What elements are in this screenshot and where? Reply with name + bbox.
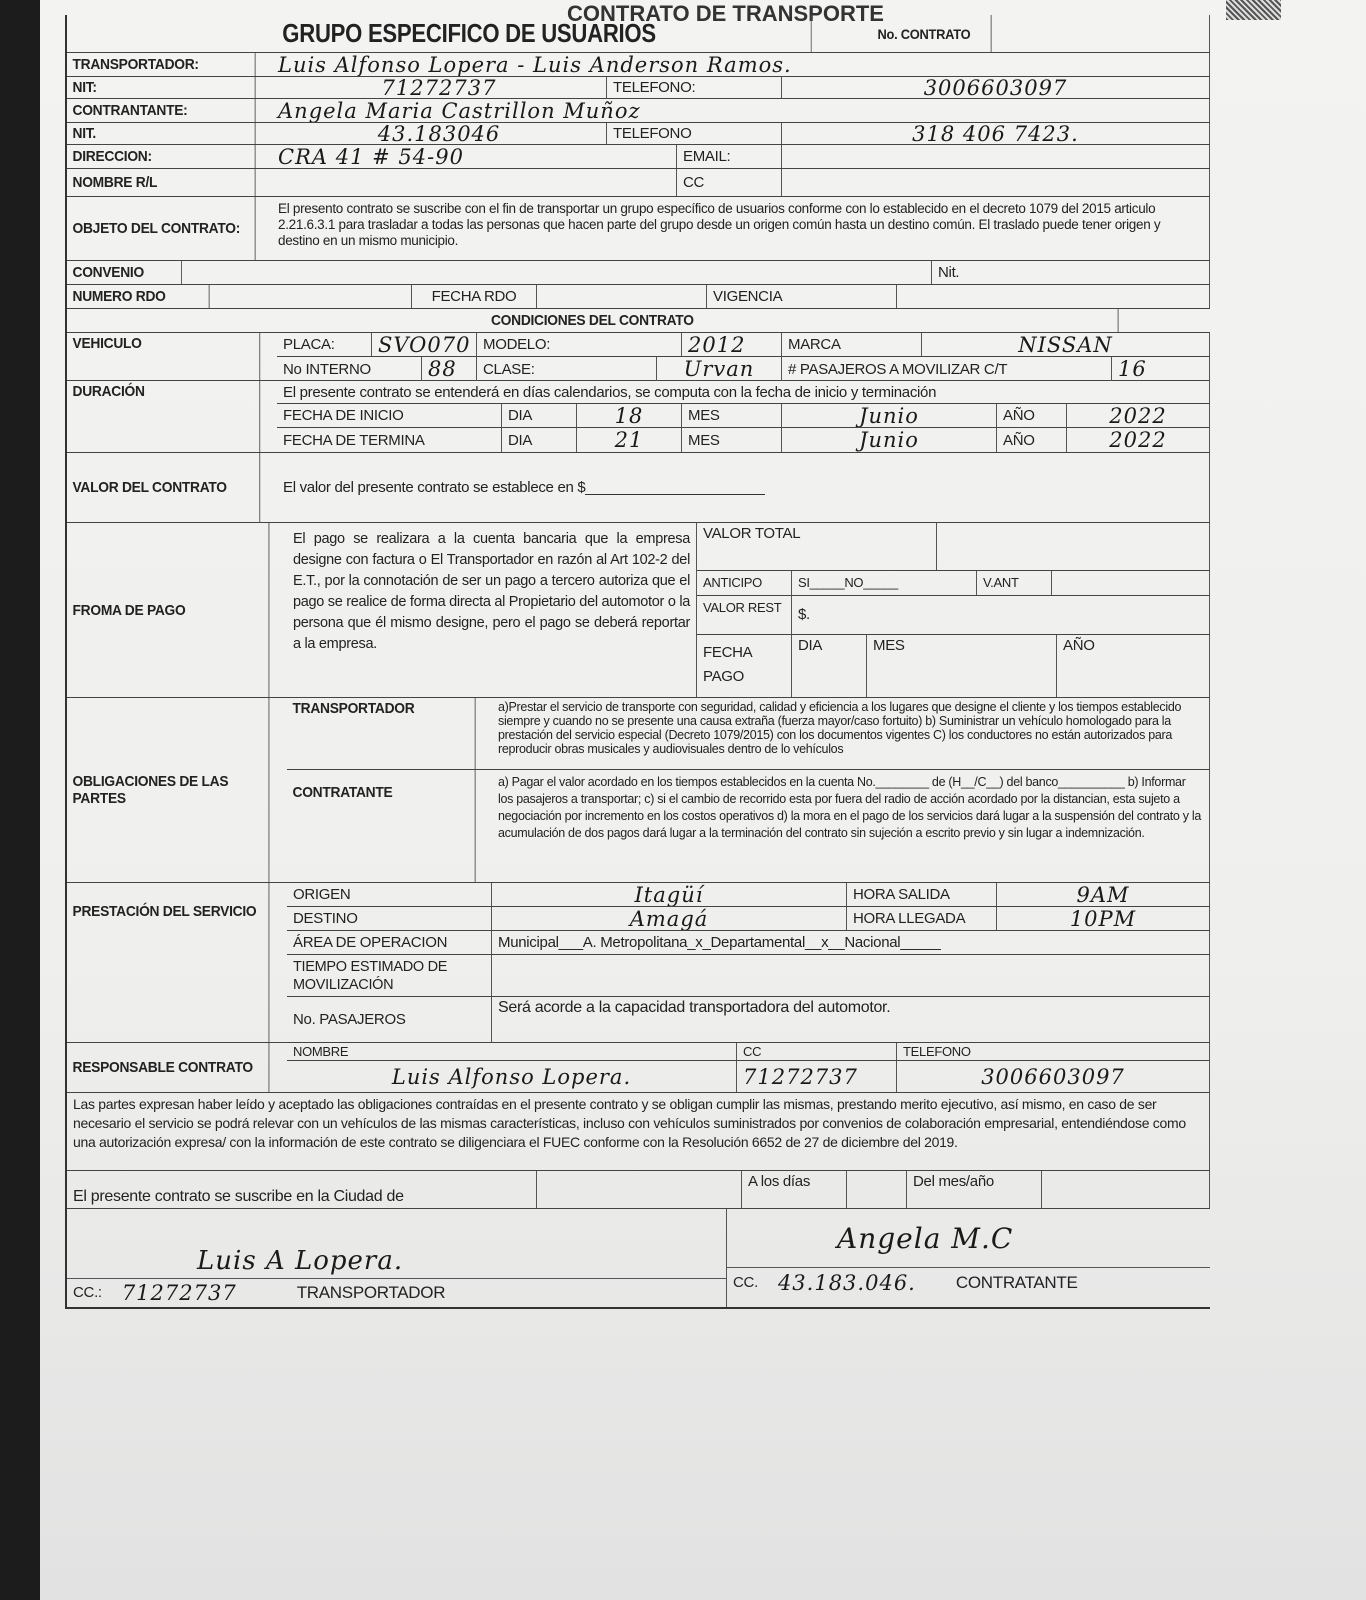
valor-text: El valor del presente contrato se establece en $: [283, 479, 586, 496]
area-field[interactable]: Municipal___A. Metropolitana_x_Departamental__x__Nacional_____: [492, 931, 1210, 954]
hora-salida-label: HORA SALIDA: [847, 883, 997, 906]
telefono2-label: TELEFONO: [607, 123, 782, 144]
email-field[interactable]: [782, 145, 1210, 168]
hora-llegada-label: HORA LLEGADA: [847, 907, 997, 930]
pasajeros-field[interactable]: 16: [1112, 357, 1210, 381]
obligaciones-label: OBLIGACIONES DE LAS PARTES: [67, 698, 269, 882]
forma-pago-label: FROMA DE PAGO: [67, 523, 269, 697]
ciudad-field[interactable]: [537, 1171, 742, 1208]
transportador-cc-field[interactable]: 71272737: [121, 1280, 237, 1305]
nombre-rl-field[interactable]: [272, 169, 677, 196]
duracion-text: El presente contrato se entenderá en días calendarios, se computa con la fecha de inicio y terminación: [277, 381, 1210, 403]
contratante-cc-label: CC.: [733, 1274, 758, 1291]
telefono-field[interactable]: 3006603097: [782, 77, 1210, 98]
obligaciones-contratante-text: a) Pagar el valor acordado en los tiempos establecidos en la cuenta No.________ de (H__/C__) del banco__________ b) Informar los pasajeros a transportar; c) si el cambio de recorrido esta por fuera del radio de acción acordado por la distancian, esta sujeto a negociación por incremento en los costos operativos d) la mora en el pago de los servicios dará lugar a la suspensión del contrato y la acumulación de dos pagos dará lugar a la terminación del contrato sin sujeción a escrito previo y sin lugar a indemnización.: [492, 770, 1210, 882]
responsable-label: RESPONSABLE CONTRATO: [67, 1043, 269, 1092]
valor-total-field[interactable]: [937, 523, 1210, 570]
duracion-label: DURACIÓN: [67, 381, 260, 452]
marca-label: MARCA: [782, 333, 922, 356]
modelo-field[interactable]: 2012: [682, 333, 782, 356]
inicio-ano-label: AÑO: [997, 404, 1067, 427]
vigencia-field[interactable]: [897, 285, 1210, 308]
valor-label: VALOR DEL CONTRATO: [67, 453, 260, 522]
transportador-signature: Luis A Lopera.: [197, 1245, 404, 1276]
inicio-label: FECHA DE INICIO: [277, 404, 502, 427]
contratante-field[interactable]: Angela Maria Castrillon Muñoz: [272, 99, 1210, 122]
inicio-ano-field[interactable]: 2022: [1067, 404, 1210, 427]
contract-form: [65, 1, 1210, 1309]
nit-label: NIT:: [67, 77, 256, 98]
pasajeros-label: # PASAJEROS A MOVILIZAR C/T: [782, 357, 1112, 381]
email-label: EMAIL:: [677, 145, 782, 168]
modelo-label: MODELO:: [477, 333, 682, 356]
nit2-label: NIT.: [67, 123, 256, 144]
fin-mes-field[interactable]: Junio: [782, 428, 997, 452]
inicio-mes-label: MES: [682, 404, 782, 427]
a-los-dias-field[interactable]: [847, 1171, 907, 1208]
telefono2-field[interactable]: 318 406 7423.: [782, 123, 1210, 144]
tiempo-field[interactable]: [492, 955, 1210, 996]
fin-dia-field[interactable]: 21: [577, 428, 682, 452]
a-los-dias-label: A los días: [742, 1171, 847, 1208]
destino-field[interactable]: Amagá: [492, 907, 847, 930]
inicio-dia-field[interactable]: 18: [577, 404, 682, 427]
marca-field[interactable]: NISSAN: [922, 333, 1210, 356]
v-ant-label: V.ANT: [977, 571, 1052, 595]
contratante-cc-field[interactable]: 43.183.046.: [777, 1270, 916, 1295]
transportador-sign-label: TRANSPORTADOR: [296, 1282, 446, 1302]
contratante-label: CONTRANTANTE:: [67, 99, 256, 122]
tiempo-label: TIEMPO ESTIMADO DE MOVILIZACIÓN: [287, 955, 492, 996]
responsable-nombre-label: NOMBRE: [287, 1043, 737, 1060]
anticipo-si-no[interactable]: SI_____NO_____: [792, 571, 977, 595]
ciudad-label: El presente contrato se suscribe en la Ciudad de: [67, 1171, 537, 1208]
fecha-rdo-label: FECHA RDO: [412, 285, 537, 308]
numero-rdo-field[interactable]: [222, 285, 412, 308]
responsable-cc-label: CC: [737, 1043, 897, 1060]
nit2-field[interactable]: 43.183046: [272, 123, 607, 144]
inicio-mes-field[interactable]: Junio: [782, 404, 997, 427]
transportador-cc-label: CC.:: [73, 1284, 102, 1302]
convenio-label: CONVENIO: [67, 261, 182, 284]
hora-salida-field[interactable]: 9AM: [997, 883, 1210, 906]
fecha-pago-dia[interactable]: DIA: [792, 635, 867, 697]
qr-mark: [1226, 0, 1281, 20]
contratante-sign-label: CONTRATANTE: [955, 1272, 1078, 1292]
background-dark: [0, 0, 40, 1600]
transportador-label: TRANSPORTADOR:: [67, 53, 256, 76]
contratante-signature: Angela M.C: [837, 1221, 1014, 1255]
objeto-text: El presento contrato se suscribe con el fin de transportar un grupo específico de usuarios conforme con lo establecido en el decreto 1079 del 2015 articulo 2.21.6.3.1 para trasladar a todas las personas que hacen parte del grupo desde un origen común hasta un destino común. El traslado puede tener origen y destino en un mismo municipio.: [272, 197, 1210, 260]
prestacion-label: PRESTACIÓN DEL SERVICIO: [67, 883, 269, 1042]
transportador-field[interactable]: Luis Alfonso Lopera - Luis Anderson Ramos.: [272, 53, 1210, 76]
responsable-cc-field[interactable]: 71272737: [737, 1061, 897, 1092]
obligaciones-transportador-label: TRANSPORTADOR: [287, 698, 476, 769]
clase-field[interactable]: Urvan: [657, 357, 782, 381]
valor-total-label: VALOR TOTAL: [697, 523, 937, 570]
cc-label: CC: [677, 169, 782, 196]
form-title: GRUPO ESPECIFICO DE USUARIOS: [127, 15, 811, 52]
form-top-title: CONTRATO DE TRANSPORTE: [567, 1, 884, 26]
objeto-label: OBJETO DEL CONTRATO:: [67, 197, 256, 260]
obligaciones-contratante-label: CONTRATANTE: [287, 770, 476, 882]
fecha-pago-label: FECHA PAGO: [697, 635, 792, 697]
destino-label: DESTINO: [287, 907, 492, 930]
no-contrato-label: No. CONTRATO: [872, 15, 992, 52]
cierre-text: Las partes expresan haber leído y aceptado las obligaciones contraídas en el presente contrato y se obligan cumplir las mismas, prestando merito ejecutivo, así mismo, en caso de ser necesario el servicio se podrá relevar con un vehículos de las mismas características, incluso con vehículos suministrados por convenios de colaboración empresarial, entendiéndose como una autorización expresa/ con la información de este contrato se diligenciara el FUEC conforme con la Resolución 6652 de 27 de diciembre del 2019.: [67, 1093, 1210, 1170]
fin-dia-label: DIA: [502, 428, 577, 452]
no-pasajeros-text: Será acorde a la capacidad transportadora del automotor.: [492, 997, 1210, 1042]
responsable-telefono-field[interactable]: 3006603097: [897, 1061, 1210, 1092]
fin-mes-label: MES: [682, 428, 782, 452]
placa-field[interactable]: SVO070: [372, 333, 477, 356]
convenio-nit-label: Nit.: [932, 261, 1210, 284]
obligaciones-transportador-text: a)Prestar el servicio de transporte con seguridad, calidad y eficiencia a los lugares que designe el cliente y los tiempos establecido siempre y cuando no se presente una causa extraña (fuerza mayor/caso fortuito) b) Suministrar un vehículo homologado para la prestación del servicio especial (Decreto 1079/2015) con los documentos vigentes C) los conductores no están autorizados para reproducir obras musicales y audiovisuales dentro de lo vehículos: [492, 698, 1210, 769]
responsable-nombre-field[interactable]: Luis Alfonso Lopera.: [287, 1061, 737, 1092]
fecha-rdo-field[interactable]: [537, 285, 707, 308]
fin-ano-label: AÑO: [997, 428, 1067, 452]
fin-label: FECHA DE TERMINA: [277, 428, 502, 452]
numero-rdo-label: NUMERO RDO: [67, 285, 210, 308]
del-mes-label: Del mes/año: [907, 1171, 1042, 1208]
nombre-rl-label: NOMBRE R/L: [67, 169, 256, 196]
condiciones-title: CONDICIONES DEL CONTRATO: [67, 309, 1119, 332]
no-contrato-field[interactable]: [1002, 15, 1210, 52]
valor-field[interactable]: [277, 453, 1210, 522]
valor-rest-field[interactable]: $.: [792, 596, 1210, 635]
interno-label: No INTERNO: [277, 357, 422, 381]
anticipo-label: ANTICIPO: [697, 571, 792, 595]
clase-label: CLASE:: [477, 357, 657, 381]
vehiculo-label: VEHICULO: [67, 333, 260, 380]
cc-field[interactable]: [782, 169, 1210, 196]
placa-label: PLACA:: [277, 333, 372, 356]
direccion-field[interactable]: CRA 41 # 54-90: [272, 145, 677, 168]
origen-label: ORIGEN: [287, 883, 492, 906]
responsable-telefono-label: TELEFONO: [897, 1043, 1210, 1060]
no-pasajeros-label: No. PASAJEROS: [287, 997, 492, 1042]
fecha-pago-ano[interactable]: AÑO: [1057, 635, 1210, 697]
direccion-label: DIRECCION:: [67, 145, 256, 168]
inicio-dia-label: DIA: [502, 404, 577, 427]
interno-field[interactable]: 88: [422, 357, 477, 381]
area-label: ÁREA DE OPERACION: [287, 931, 492, 954]
nit-field[interactable]: 71272737: [272, 77, 607, 98]
origen-field[interactable]: Itagüí: [492, 883, 847, 906]
forma-pago-text: El pago se realizara a la cuenta bancaria que la empresa designe con factura o El Transportador en razón al Art 102-2 del E.T., por la connotación de ser un pago a tercero autoriza que el pago se realice de forma directa al Propietario del automotor o la persona que él mismo designe, pero el pago se deberá reportar a la empresa.: [287, 523, 697, 697]
fecha-pago-mes[interactable]: MES: [867, 635, 1057, 697]
fin-ano-field[interactable]: 2022: [1067, 428, 1210, 452]
vigencia-label: VIGENCIA: [707, 285, 897, 308]
v-ant-field[interactable]: [1052, 571, 1210, 595]
telefono-label: TELEFONO:: [607, 77, 782, 98]
convenio-field[interactable]: [192, 261, 932, 284]
del-mes-field[interactable]: [1042, 1171, 1210, 1208]
valor-rest-label: VALOR REST: [697, 596, 792, 635]
hora-llegada-field[interactable]: 10PM: [997, 907, 1210, 930]
